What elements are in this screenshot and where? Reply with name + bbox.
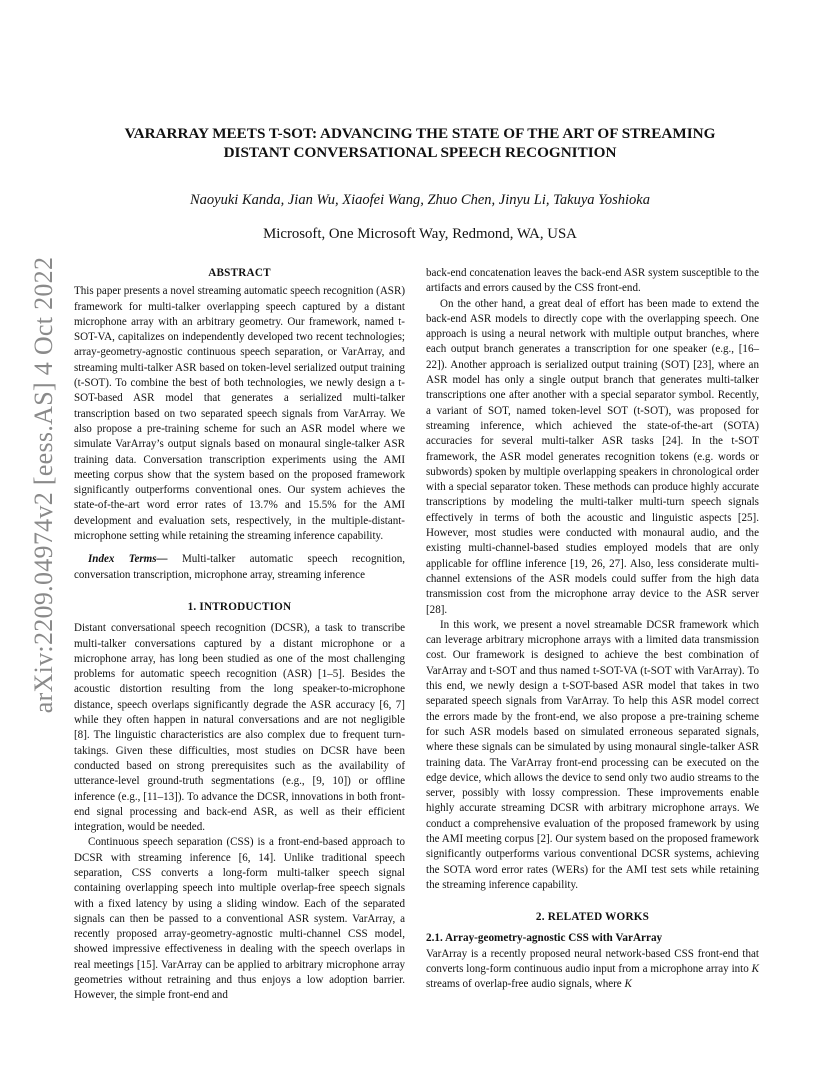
intro-paragraph-5: In this work, we present a novel streamable DCSR framework which can leverage arbitrary microphone arrays with a limited data transmission cost. Our framework is designed to achieve the best combination of VarArray and t-SOT and thus named t-SOT-VA (t-SOT with VarArray). To this end, we newly design a t-SOT-based ASR model that takes in two separated speech signals from VarArray. To help this ASR model correct the errors made by the front-end, we also propose a pre-training scheme for such ASR models based on simulated erroneous separated signals, where these signals can be simulated by using monaural single-talker ASR training data. The VarArray front-end processing can be executed on the edge device, which allows the device to send only two audio streams to the server, possibly with lossy compression. These improvements enable highly accurate streaming DCSR with arbitrary microphone arrays. We conduct a comprehensive evaluation of the proposed framework by using the AMI meeting corpus [2]. Our system based on the proposed framework significantly outperforms various conventional DCSR systems, achieving the SOTA word error rates (WERs) for the AMI test sets while retaining the streaming inference capability. (426, 618, 759, 891)
varArray-text-b: streams of overlap-free audio signals, where (426, 978, 625, 991)
paper-header (80, 124, 760, 243)
abstract-heading: ABSTRACT (208, 267, 271, 279)
abstract-text: This paper presents a novel streaming automatic speech recognition (ASR) framework for multi-talker overlapping speech captured by a distant microphone array with an arbitrary geometry. Our framework, named t-SOT-VA, capitalizes on independently developed two recent technologies; array-geometry-agnostic continuous speech separation, or VarArray, and streaming multi-talker ASR based on token-level serialized output training (t-SOT). To combine the best of both technologies, we newly design a t-SOT-based ASR model that generates a serialized multi-talker transcription based on two separated speech signals from VarArray. We also propose a pre-training scheme for such an ASR model where we simulate VarArray’s output signals based on monaural single-talker ASR training data. Conversation transcription experiments using the AMI meeting corpus show that the system based on the proposed framework significantly outperforms conventional ones. Our system achieves the state-of-the-art word error rates of 13.7% and 15.5% for the AMI development and evaluation sets, respectively, in the multiple-distant-microphone setting while retaining the streaming inference capability. (74, 285, 406, 543)
intro-paragraph-3: back-end concatenation leaves the back-end ASR system susceptible to the artifacts and errors caused by the CSS front-end. (426, 267, 759, 295)
right-column (426, 266, 759, 993)
index-terms (74, 552, 405, 583)
index-terms-label: Index Terms— (88, 553, 168, 566)
paper-title (80, 124, 760, 162)
left-column (74, 266, 405, 1004)
affiliation: Microsoft, One Microsoft Way, Redmond, WA, USA (263, 226, 577, 242)
intro-paragraph-1: Distant conversational speech recognition (DCSR), a task to transcribe multi-talker conversations captured by a distant microphone or a microphone array, has long been studied as one of the most challenging problems for automatic speech recognition (ASR) [1–5]. Besides the acoustic distortion resulting from the long speaker-to-microphone distance, speech overlaps significantly degrade the ASR accuracy [6, 7] while they often happen in natural conversations and are not negligible [8]. The linguistic characteristics are also complex due to frequent turn-takings. Given these difficulties, most studies on DCSR have been conducted based on strong prerequisites such as the availability of utterance-level ground-truth segmentations (e.g., [9, 10]) or offline inference (e.g., [11–13]). To advance the DCSR, innovations in both front-end signal processing and back-end ASR, as well as their efficient integration, would be needed. (74, 622, 405, 834)
related-works-heading: 2. RELATED WORKS (535, 911, 650, 924)
varArray-text-a: VarArray is a recently proposed neural network-based CSS front-end that converts long-form continuous audio input from a microphone array into (426, 947, 759, 976)
k-symbol-1: K (751, 963, 759, 976)
intro-paragraph-2: Continuous speech separation (CSS) is a front-end-based approach to DCSR with streaming inference [6, 14]. Unlike traditional speech separation, CSS converts a long-form multi-talker speech signal containing overlapping speech into multiple overlap-free speech signals with a fixed latency by using a sliding window. Each of the separated signals can then be passed to a conventional ASR system. VarArray, a recently proposed array-geometry-agnostic multi-channel CSS model, showed impressive effectiveness in dealing with the speech overlaps in real meetings [15]. VarArray can be applied to arbitrary microphone array geometries without retraining and thus enjoys a low adoption barrier. However, the simple front-end and (74, 836, 405, 1002)
k-symbol-2: K (624, 978, 632, 991)
subsection-heading-2-1: 2.1. Array-geometry-agnostic CSS with VarArray (426, 932, 663, 945)
varArray-paragraph (426, 947, 759, 993)
intro-paragraph-4: On the other hand, a great deal of effort has been made to extend the back-end ASR models to directly cope with the overlapping speech. One approach is using a neural network with multiple output branches, where each output branch generates a transcription for one speaker (e.g., [16–22]). Another approach is serialized output training (SOT) [23], where an ASR model has only a single output branch that generates multi-talker transcriptions one after another with a special separator symbol. Recently, a variant of SOT, named token-level SOT (t-SOT), was proposed for streaming inference, which achieved the state-of-the-art (SOTA) accuracies for several multi-talker ASR tasks [24]. In the t-SOT framework, the ASR model generates recognition tokens (e.g. words or subwords) spoken by multiple overlapping speakers in chronological order with a special separator token. These methods can produce highly accurate transcriptions by modeling the multi-talker multi-turn speech signals effectively in terms of both the acoustic and linguistic aspects [25]. However, most studies were conducted with monaural audio, and the existing multi-channel-based studies employed models that are only applicable for offline inference [19, 26, 27]. Also, less considerate multi-channel extensions of the ASR models could suffer from the high data transmission cost from the microphone array device to the ASR server [28]. (426, 297, 759, 616)
title-line-1: VARARRAY MEETS T-SOT: ADVANCING THE STATE OF THE ART OF STREAMING (124, 125, 716, 142)
title-line-2: DISTANT CONVERSATIONAL SPEECH RECOGNITION (223, 144, 617, 161)
index-terms-text: Multi-talker automatic speech recognition, conversation transcription, microphone array, streaming inference (74, 553, 406, 581)
arxiv-identifier-stamp (24, 256, 64, 714)
arxiv-id-text: arXiv:2209.04974v2 [eess.AS] 4 Oct 2022 (29, 256, 58, 714)
author-list: Naoyuki Kanda, Jian Wu, Xiaofei Wang, Zhuo Chen, Jinyu Li, Takuya Yoshioka (190, 192, 650, 208)
introduction-heading: 1. INTRODUCTION (187, 600, 292, 613)
